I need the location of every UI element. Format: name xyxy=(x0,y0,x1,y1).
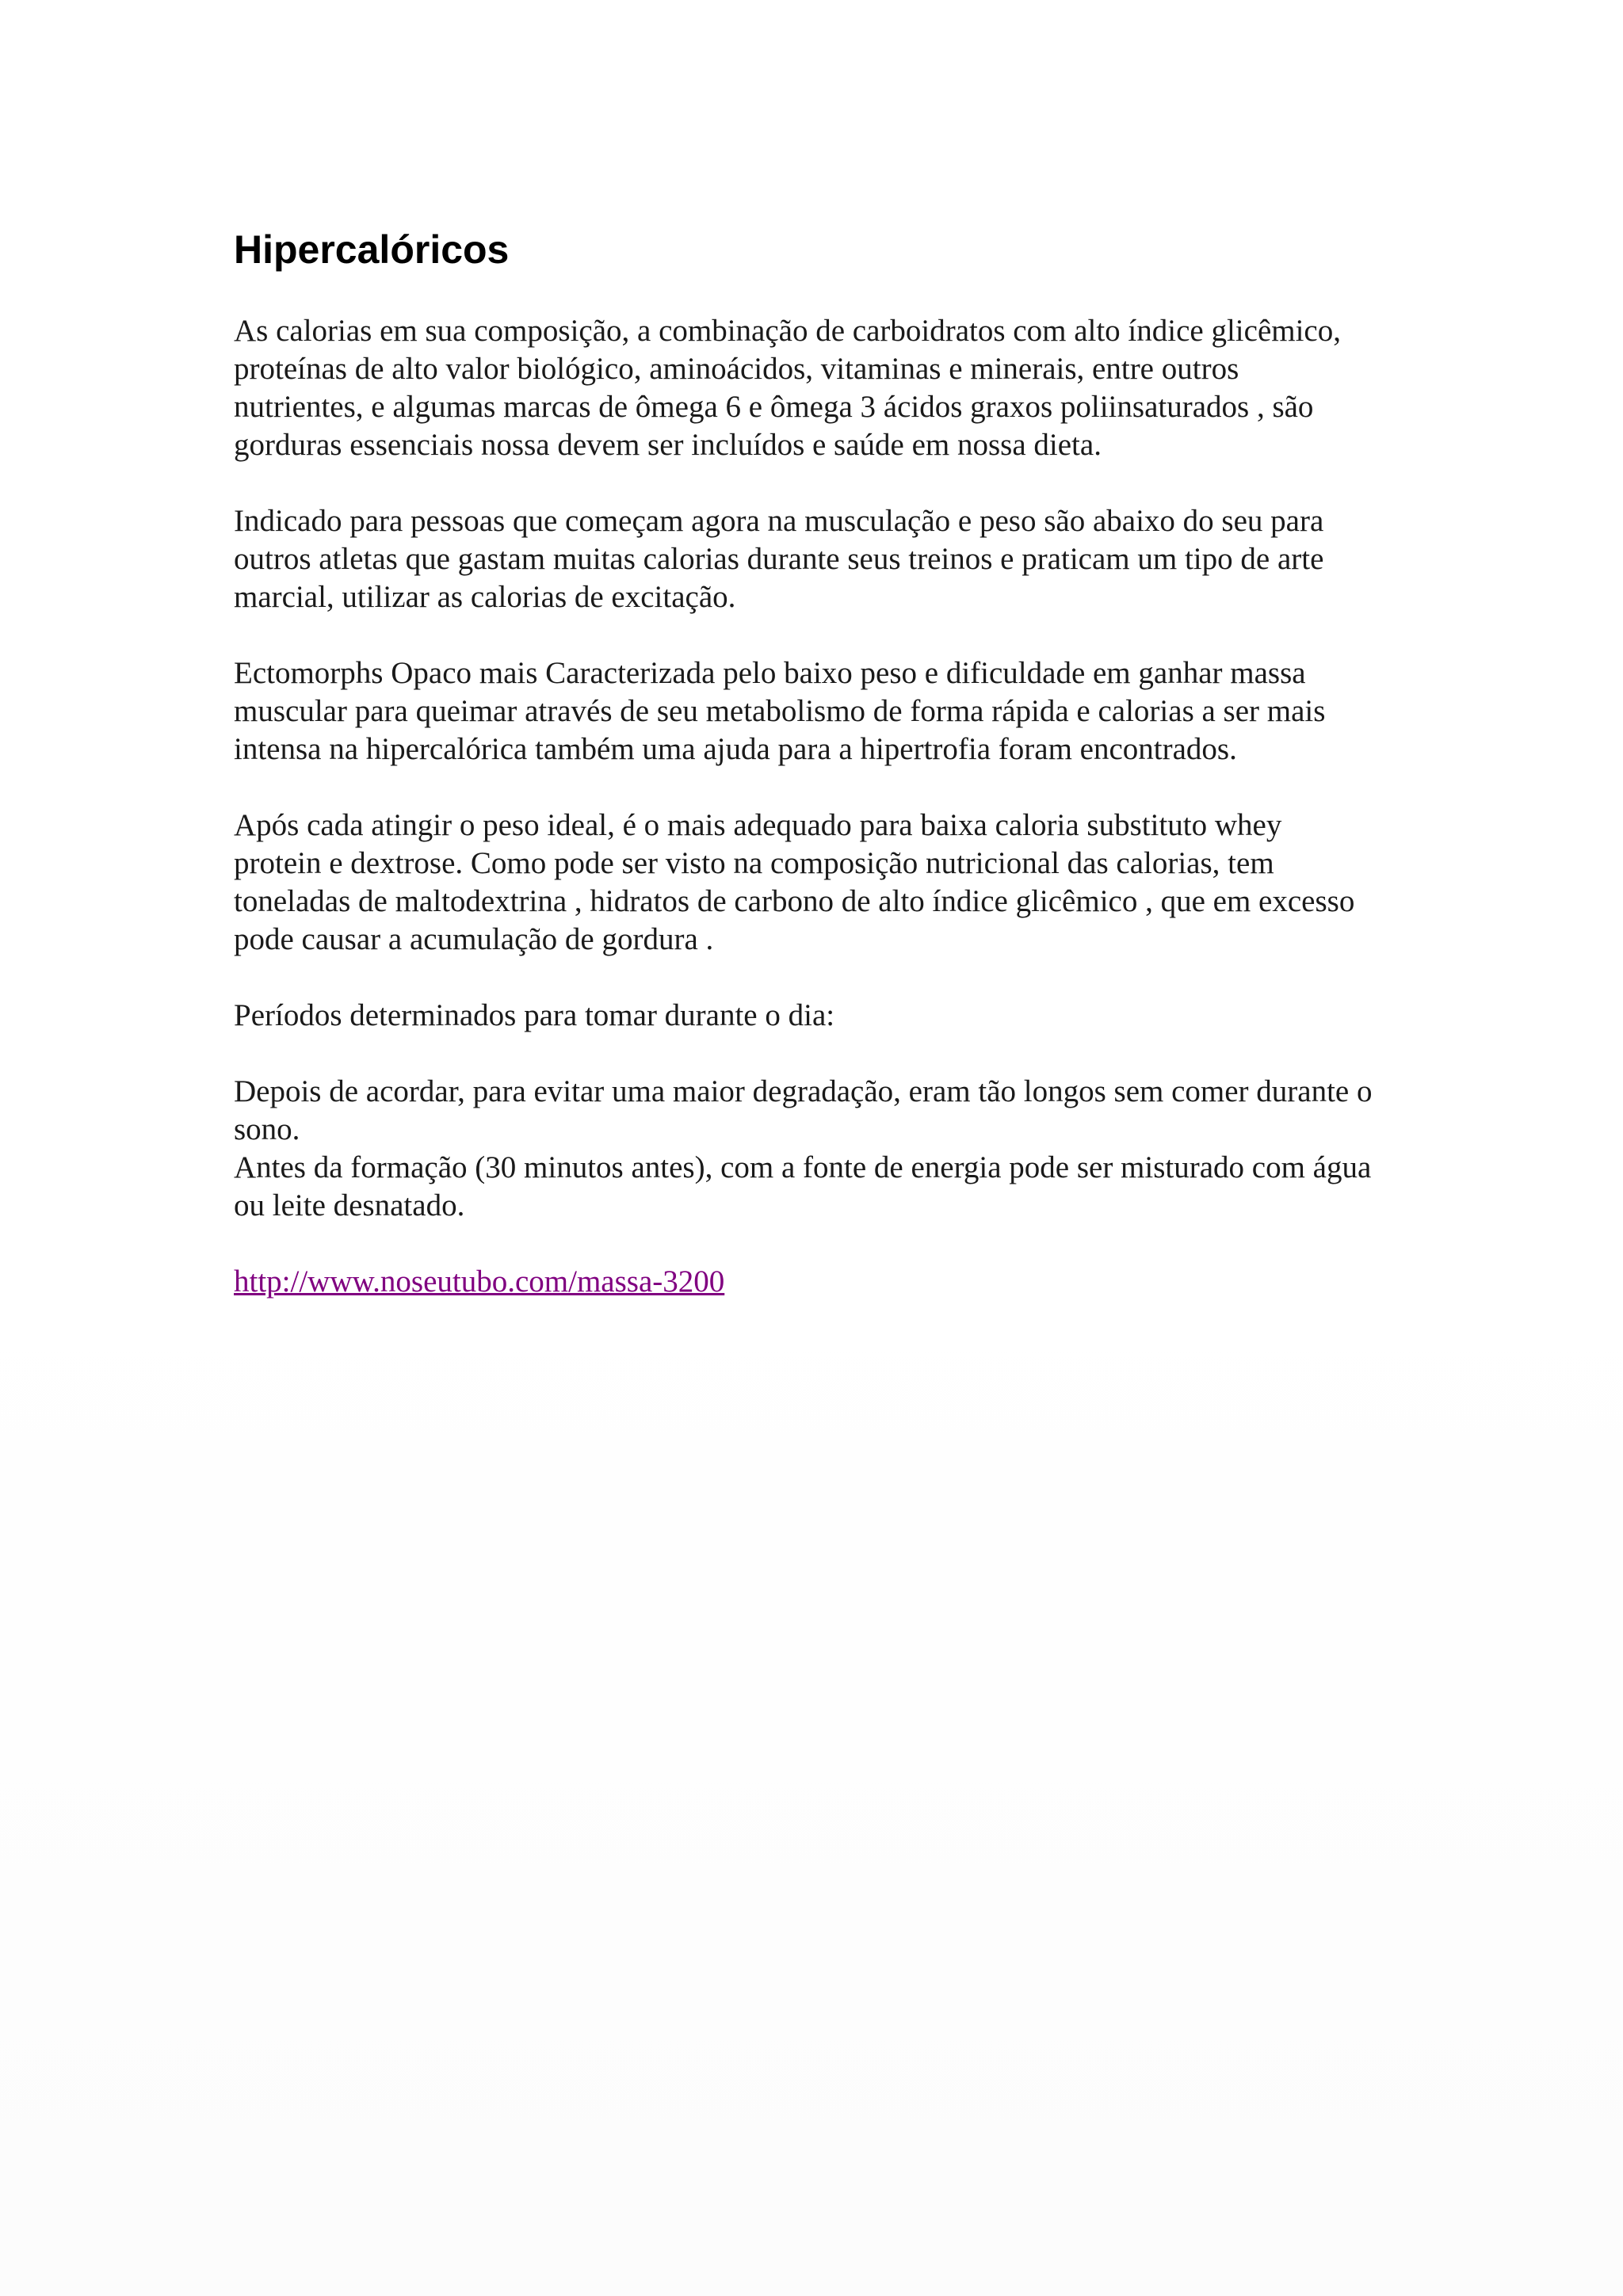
page-title: Hipercalóricos xyxy=(234,227,510,272)
paragraph-ectomorphs: Ectomorphs Opaco mais Caracterizada pelo baixo peso e dificuldade em ganhar massa muscular para queimar através de seu metabolismo de forma rápida e calorias a ser mais intensa na hipercalórica também uma ajuda para a hipertrofia foram encontrados. xyxy=(234,656,1326,766)
paragraph-indication: Indicado para pessoas que começam agora na musculação e peso são abaixo do seu para outros atletas que gastam muitas calorias durante seus treinos e praticam um tipo de arte marcial, utilizar as calorias de excitação. xyxy=(234,504,1324,614)
document-body xyxy=(234,227,1407,1301)
paragraph-after-ideal-weight: Após cada atingir o peso ideal, é o mais adequado para baixa caloria substituto whey protein e dextrose. Como pode ser visto na composição nutricional das calorias, tem toneladas de maltodextrina , hidratos de carbono de alto índice glicêmico , que em excesso pode causar a acumulação de gordura . xyxy=(234,808,1355,956)
paragraph-after-waking: Depois de acordar, para evitar uma maior degradação, eram tão longos sem comer durante o sono. xyxy=(234,1074,1373,1146)
paragraph-before-training: Antes da formação (30 minutos antes), com a fonte de energia pode ser misturado com água ou leite desnatado. xyxy=(234,1150,1372,1222)
paragraph-periods-heading: Períodos determinados para tomar durante o dia: xyxy=(234,998,835,1032)
paragraph-composition: As calorias em sua composição, a combinação de carboidratos com alto índice glicêmico, proteínas de alto valor biológico, aminoácidos, vitaminas e minerais, entre outros nutrientes, e algumas marcas de ômega 6 e ômega 3 ácidos graxos poliinsaturados , são gorduras essenciais nossa devem ser incluídos e saúde em nossa dieta. xyxy=(234,314,1341,462)
source-link[interactable]: http://www.noseutubo.com/massa-3200 xyxy=(234,1264,725,1299)
